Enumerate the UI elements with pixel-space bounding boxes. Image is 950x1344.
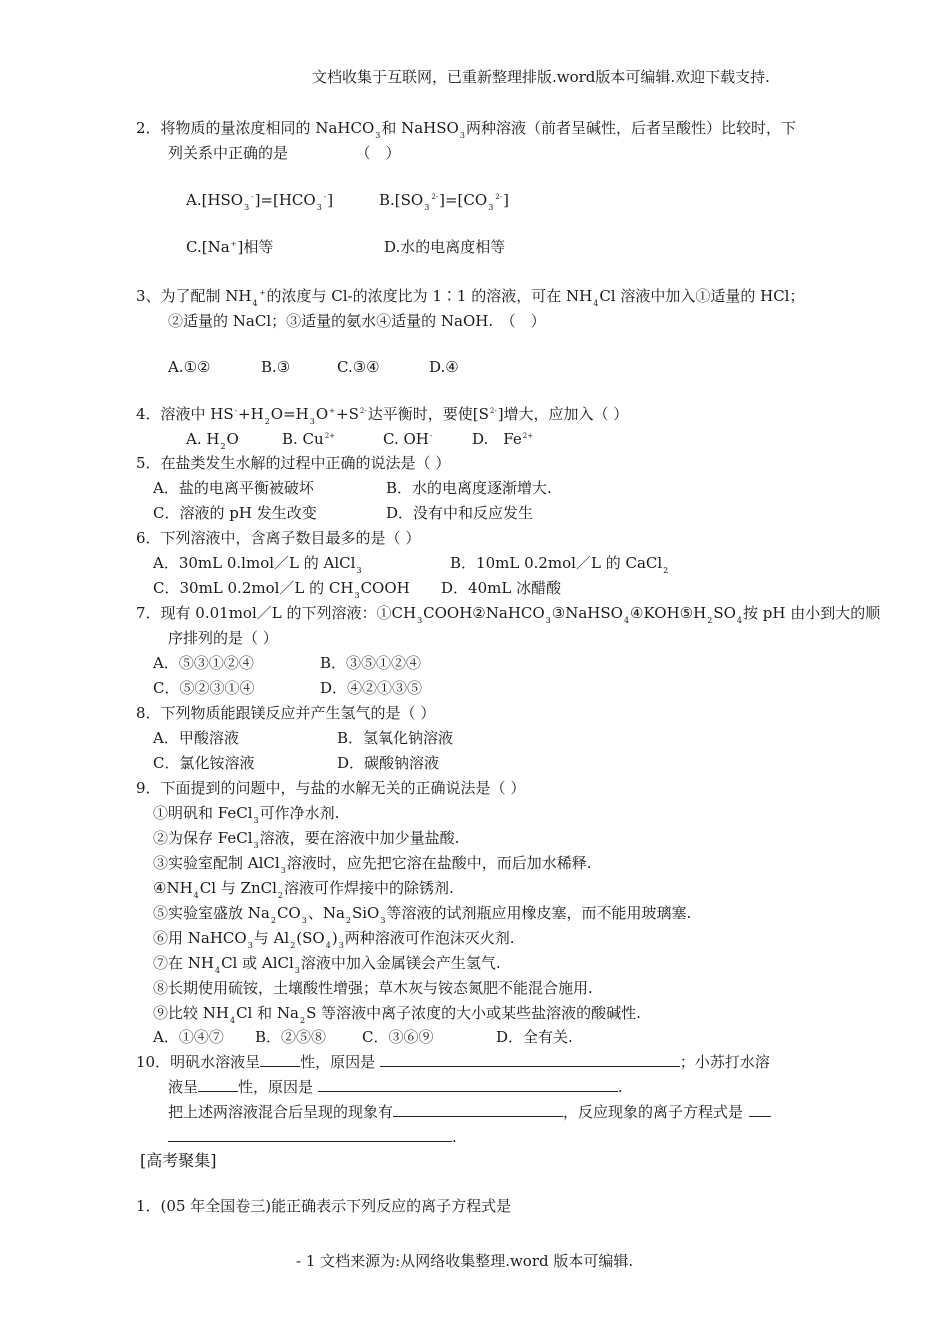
answer-blank[interactable] xyxy=(198,1077,238,1092)
gaokao-question-1: 1．(05 年全国卷三)能正确表示下列反应的离子方程式是 xyxy=(136,1197,512,1215)
q4-option-c: C. OH- xyxy=(383,430,433,448)
q9-option-d: D．全有关. xyxy=(496,1028,573,1046)
q2-option-c: C.[Na+]相等 xyxy=(186,238,274,256)
q9-option-c: C．③⑥⑨ xyxy=(362,1028,434,1046)
question-3-stem-cont: ②适量的 NaCl；③适量的氨水④适量的 NaOH. （ ） xyxy=(168,312,546,330)
answer-blank[interactable] xyxy=(393,1102,563,1117)
q9-statement-2: ②为保存 FeCl$_3$溶液，要在溶液中加少量盐酸. xyxy=(153,829,460,850)
q9-statement-7: ⑦在 $NH_4Cl$ 或 AlCl$_3$溶液中加入金属镁会产生氢气. xyxy=(153,954,501,975)
q4-option-d: D. $Fe^{2+}$ xyxy=(472,430,534,448)
q6-option-a: A．30mL 0.lmol／L 的 AlCl$_3$ xyxy=(153,554,362,575)
q9-option-a: A．①④⑦ xyxy=(153,1028,224,1046)
q5-option-b: B．水的电离度逐渐增大. xyxy=(386,479,552,497)
q8-option-a: A．甲酸溶液 xyxy=(153,729,239,747)
q2-option-a: $A.[HSO_3^-]=[HCO_3^-]$ xyxy=(186,191,334,212)
question-10-line-3: 把上述两溶液混合后呈现的现象有 ，反应现象的离子方程式是 xyxy=(168,1102,771,1122)
q6-option-d: D．40mL 冰醋酸 xyxy=(441,579,562,597)
q9-option-b: B．②⑤⑧ xyxy=(255,1028,327,1046)
answer-blank[interactable] xyxy=(318,1077,618,1092)
question-10-line-2: 液呈 性，原因是 . xyxy=(168,1078,623,1096)
q6-option-b: B．10mL 0.2mol／L 的 CaCl$_2$ xyxy=(450,554,669,575)
q3-option-c: C.③④ xyxy=(337,358,380,376)
q7-option-b: B．③⑤①②④ xyxy=(320,654,422,672)
question-5-stem: 5．在盐类发生水解的过程中正确的说法是（ ） xyxy=(136,454,451,472)
q4-option-b: B. $Cu^{2+}$ xyxy=(282,430,336,448)
q9-statement-4: $④NH_4Cl$ 与 ZnCl$_2$溶液可作焊接中的除锈剂. xyxy=(153,879,454,900)
q9-statement-1: ①明矾和 FeCl$_3$可作净水剂. xyxy=(153,804,340,825)
q9-statement-5: ⑤实验室盛放 $Na_2CO_3$、$Na_2SiO_3$等溶液的试剂瓶应用橡皮塞，而不能用玻璃塞. xyxy=(153,904,692,925)
q8-option-c: C．氯化铵溶液 xyxy=(153,754,255,772)
question-4-stem: 4．溶液中 $HS^-+H_2O=H_3O^++S^{2-}$达平衡时，要使$[S^{2-}]$增大，应加入（ ） xyxy=(136,405,629,426)
answer-blank[interactable] xyxy=(168,1127,452,1142)
question-2-stem-cont: 列关系中正确的是 （ ） xyxy=(168,144,401,162)
question-9-stem: 9．下面提到的问题中，与盐的水解无关的正确说法是（ ） xyxy=(136,779,526,797)
question-10-line-1: 10．明矾水溶液呈 性，原因是 ；小苏打水溶 xyxy=(136,1053,770,1071)
q2-option-d: D.水的电离度相等 xyxy=(384,238,506,256)
page-header: 文档收集于互联网，已重新整理排版.word版本可编辑.欢迎下载支持. xyxy=(312,68,770,86)
q5-option-d: D．没有中和反应发生 xyxy=(386,504,534,522)
q8-option-b: B．氢氧化钠溶液 xyxy=(337,729,454,747)
q9-statement-8: ⑧长期使用硫铵，土壤酸性增强；草木灰与铵态氮肥不能混合施用. xyxy=(153,979,593,997)
question-7-stem-cont: 序排列的是（ ） xyxy=(168,629,278,647)
question-6-stem: 6．下列溶液中，含离子数目最多的是（ ） xyxy=(136,529,421,547)
q7-option-d: D．④②①③⑤ xyxy=(320,679,423,697)
q9-statement-9: ⑨比较 $NH_4Cl$ 和 $Na_2S$ 等溶液中离子浓度的大小或某些盐溶液的酸碱性. xyxy=(153,1004,641,1025)
question-3-stem: 3、为了配制 $NH_4^+$的浓度与 Cl-的浓度比为 1∶1 的溶液，可在 $NH_4Cl$ 溶液中加入①适量的 HCl； xyxy=(136,287,805,308)
q5-option-c: C．溶液的 pH 发生改变 xyxy=(153,504,317,522)
q6-option-c: C．30mL 0.2mol／L 的 $CH_3COOH$ xyxy=(153,579,410,600)
page-footer: - 1 文档来源为:从网络收集整理.word 版本可编辑. xyxy=(296,1252,634,1270)
q3-option-d: D.④ xyxy=(429,358,459,376)
question-7-stem: 7．现有 0.01mol／L 的下列溶液：$①CH_3COOH②NaHCO_3③NaHSO_4④KOH⑤H_2SO_4$按 pH 由小到大的顺 xyxy=(136,604,881,625)
q3-option-b: B.③ xyxy=(261,358,291,376)
question-2-stem: 2．将物质的量浓度相同的 NaHCO$_3$和 NaHSO$_3$两种溶液（前者呈碱性，后者呈酸性）比较时，下 xyxy=(136,119,796,140)
q8-option-d: D．碳酸钠溶液 xyxy=(337,754,440,772)
q9-statement-6: ⑥用 NaHCO$_3$与 $Al_2(SO_4)_3$两种溶液可作泡沫灭火剂. xyxy=(153,929,515,950)
q9-statement-3: ③实验室配制 AlCl$_3$溶液时，应先把它溶在盐酸中，而后加水稀释. xyxy=(153,854,592,875)
q5-option-a: A．盐的电离平衡被破坏 xyxy=(153,479,314,497)
question-10-line-4: . xyxy=(168,1127,457,1147)
answer-blank[interactable] xyxy=(380,1052,680,1067)
question-8-stem: 8．下列物质能跟镁反应并产生氢气的是（ ） xyxy=(136,704,436,722)
q2-option-b: $B.[SO_3^{2-}]=[CO_3^{2-}]$ xyxy=(379,191,509,212)
q7-option-c: C．⑤②③①④ xyxy=(153,679,255,697)
q7-option-a: A．⑤③①②④ xyxy=(153,654,254,672)
q4-option-a: A. $H_2O$ xyxy=(186,430,239,451)
answer-blank[interactable] xyxy=(260,1052,300,1067)
q3-option-a: A.①② xyxy=(168,358,211,376)
section-title: [高考聚集] xyxy=(140,1151,217,1170)
answer-blank[interactable] xyxy=(749,1102,771,1117)
